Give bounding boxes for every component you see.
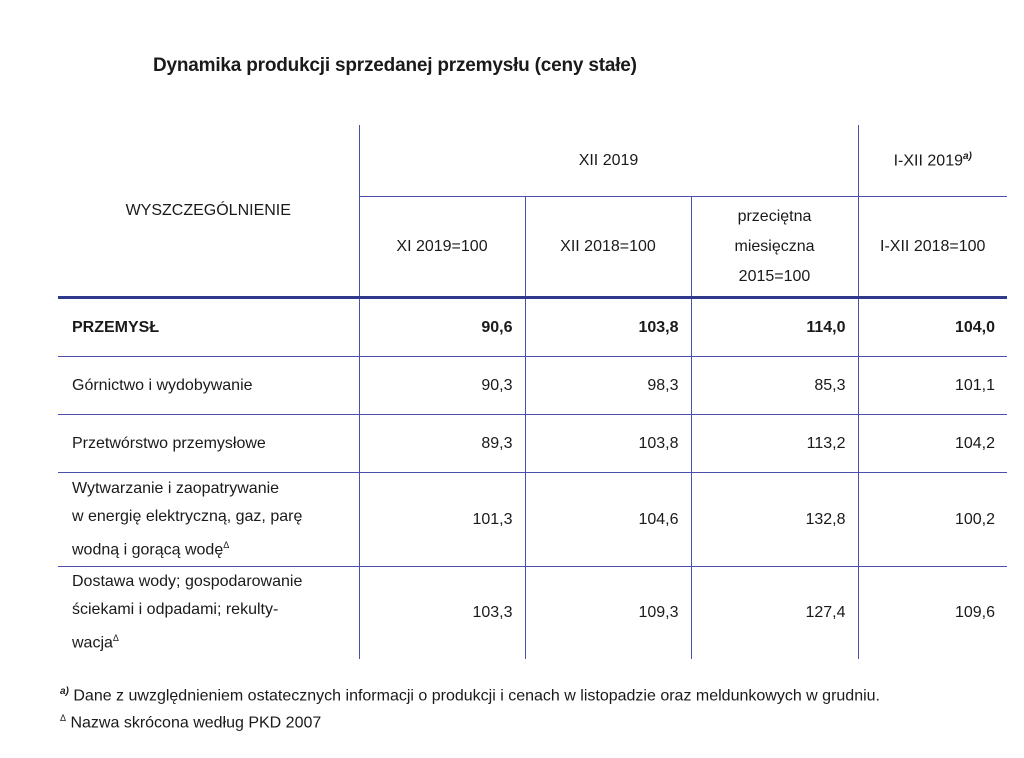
cell-value: 127,4 (691, 567, 858, 660)
cell-value: 114,0 (691, 298, 858, 357)
cell-value: 103,3 (359, 567, 525, 660)
table-row (58, 473, 1007, 567)
delta-mark: Δ (112, 633, 119, 644)
cell-value: 89,3 (359, 415, 525, 473)
footnote-delta: $^\Delta$ Nazwa skrócona według PKD 2007 (60, 713, 322, 732)
table-row (58, 298, 1007, 357)
row-label-header: WYSZCZEGÓLNIENIE (58, 125, 359, 298)
col-header-xi-2019: XI 2019=100 (359, 197, 525, 298)
cell-value: 104,6 (525, 473, 691, 567)
cell-value: 109,6 (858, 567, 1007, 660)
row-label: Górnictwo i wydobywanie (58, 357, 359, 415)
cell-value: 98,3 (525, 357, 691, 415)
delta-mark: Δ (223, 539, 230, 550)
data-table (58, 125, 1007, 659)
cell-value: 100,2 (858, 473, 1007, 567)
table-row (58, 567, 1007, 660)
group-header-xii-2019: XII 2019 (359, 125, 858, 197)
table-row (58, 415, 1007, 473)
row-label: Wytwarzanie i zaopatrywanie w energię elektryczną, gaz, parę wodną i gorącą wodę$^\Delta$ (58, 473, 359, 567)
cell-value: 104,0 (858, 298, 1007, 357)
col-header-i-xii-2018: I-XII 2018=100 (858, 197, 1007, 298)
col-header-xii-2018: XII 2018=100 (525, 197, 691, 298)
cell-value: 109,3 (525, 567, 691, 660)
group-header-i-xii-2019: I-XII 2019$^{a)}$ (858, 125, 1007, 197)
cell-value: 90,6 (359, 298, 525, 357)
cell-value: 90,3 (359, 357, 525, 415)
cell-value: 104,2 (858, 415, 1007, 473)
cell-value: 113,2 (691, 415, 858, 473)
row-label: PRZEMYSŁ (58, 298, 359, 357)
cell-value: 132,8 (691, 473, 858, 567)
cell-value: 101,3 (359, 473, 525, 567)
table-row (58, 357, 1007, 415)
cell-value: 101,1 (858, 357, 1007, 415)
table-title: Dynamika produkcji sprzedanej przemysłu (ceny stałe) (153, 55, 637, 76)
row-label: Dostawa wody; gospodarowanie ściekami i odpadami; rekulty- wacja$^\Delta$ (72, 573, 303, 652)
row-label: Przetwórstwo przemysłowe (58, 415, 359, 473)
cell-value: 103,8 (525, 298, 691, 357)
col-header-avg-2015: przeciętna miesięczna 2015=100 (691, 197, 858, 298)
footnote-a: $^{a)}$ Dane z uwzględnieniem ostatecznych informacji o produkcji i cenach w listopadzie oraz meldunkowych w grudniu. (60, 686, 880, 705)
cell-value: 103,8 (525, 415, 691, 473)
footnotes (60, 681, 1000, 735)
cell-value: 85,3 (691, 357, 858, 415)
